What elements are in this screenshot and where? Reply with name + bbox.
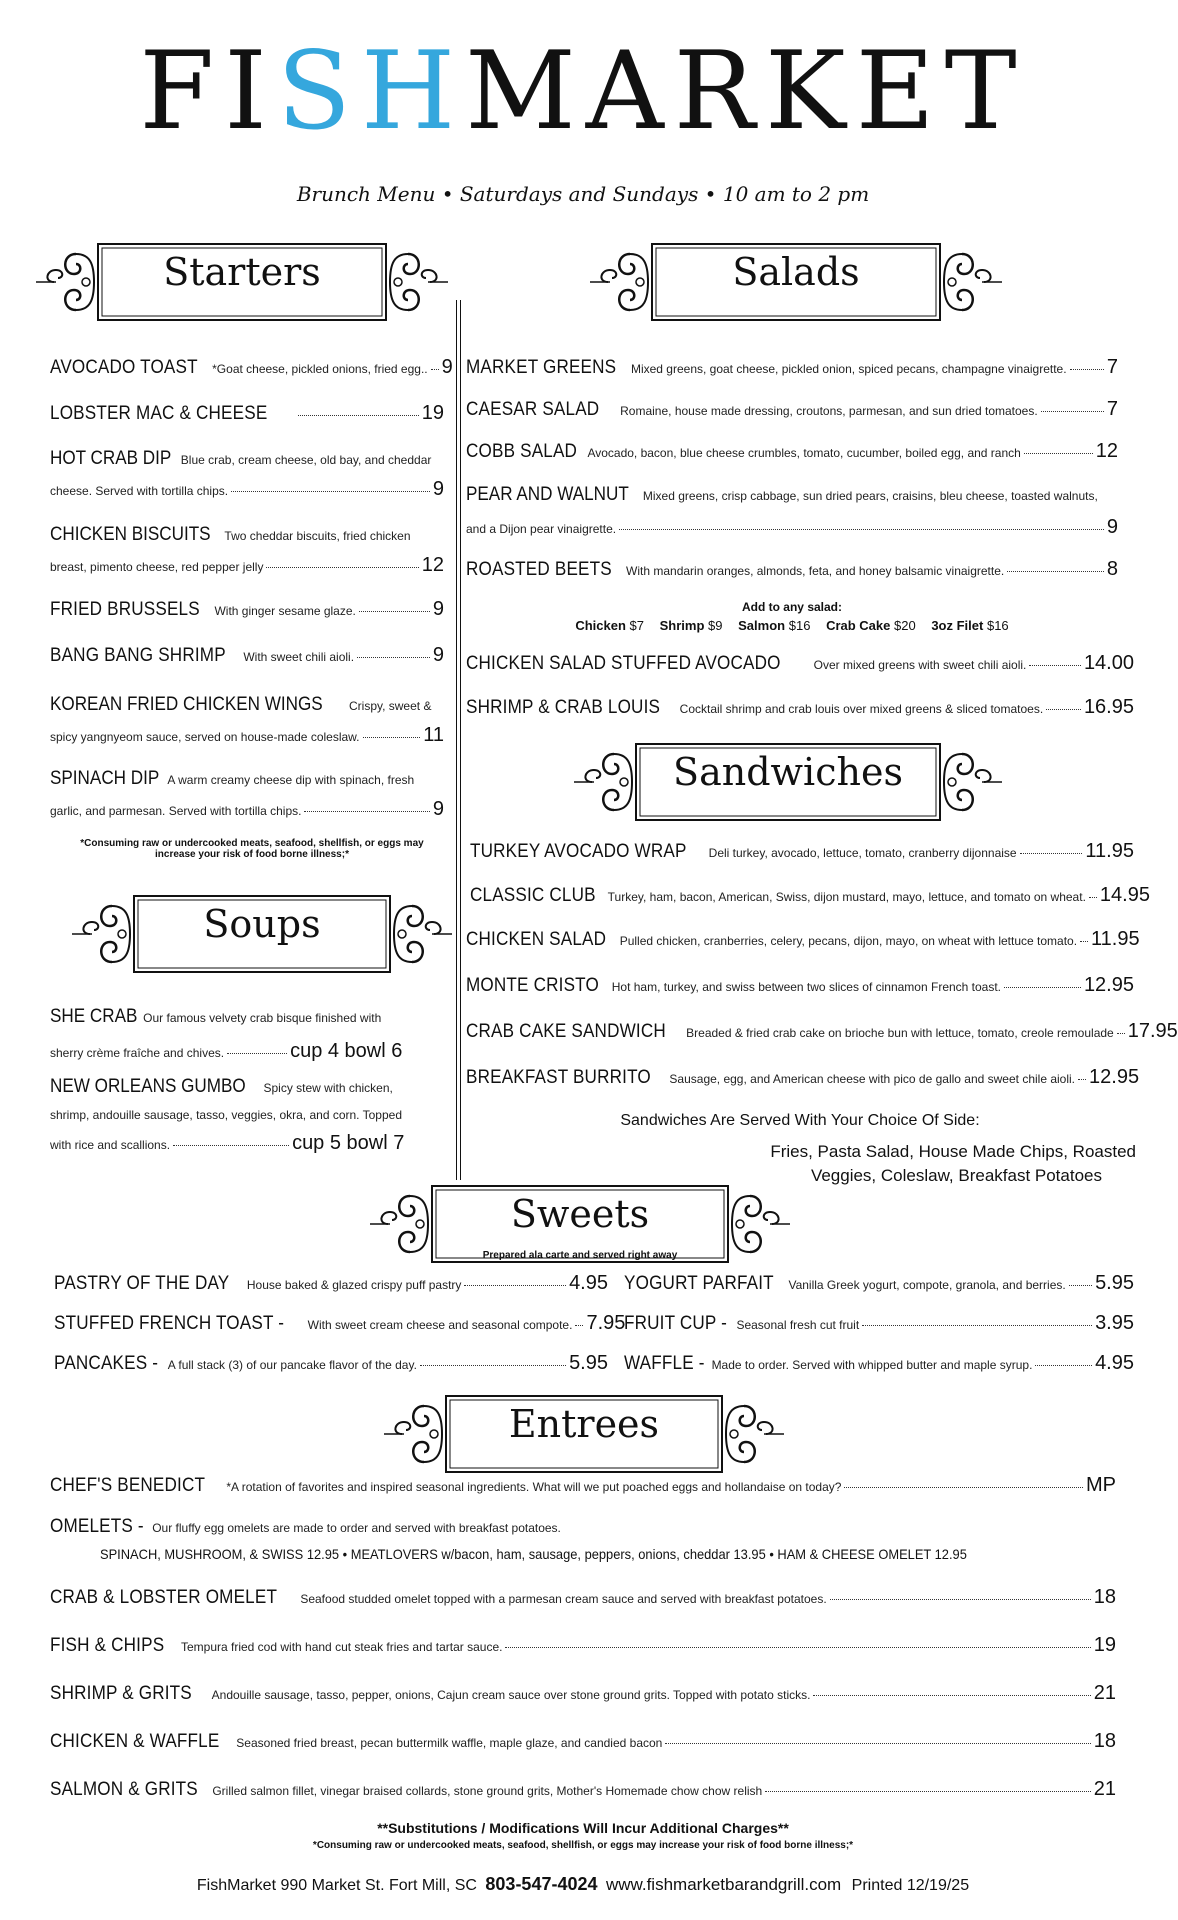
menu-item: [50, 644, 444, 667]
menu-item: [50, 448, 444, 501]
item-desc: Blue crab, cream cheese, old bay, and cheddar: [180, 453, 432, 467]
item-name: NEW ORLEANS GUMBO: [50, 1076, 246, 1097]
item-desc: Spicy stew with chicken,: [263, 1081, 393, 1095]
item-name: PANCAKES -: [54, 1353, 159, 1374]
item-desc-cont: and a Dijon pear vinaigrette.: [466, 522, 617, 536]
sandwich-sides-title: Sandwiches Are Served With Your Choice Of Side:: [620, 1112, 980, 1129]
item-price: 5.95: [1095, 1272, 1134, 1294]
item-desc: *A rotation of favorites and inspired seasonal ingredients. What will we put poached eggs and hollandaise on today?: [226, 1480, 842, 1494]
sandwiches-heading: Sandwiches: [673, 750, 903, 794]
item-price: 9: [432, 644, 444, 666]
item-price: 19: [1093, 1634, 1116, 1656]
item-price: 7.95: [586, 1312, 626, 1334]
menu-item: [50, 1778, 1116, 1801]
business-address: FishMarket 990 Market St. Fort Mill, SC: [196, 1877, 477, 1894]
item-price: 9: [432, 478, 444, 500]
menu-item: [50, 1586, 1116, 1609]
logo-sh: SH: [276, 29, 466, 154]
item-name: BREAKFAST BURRITO: [466, 1067, 651, 1088]
item-price: 11.95: [1091, 928, 1140, 950]
item-desc: With sweet chili aioli.: [243, 650, 355, 664]
item-desc: Our fluffy egg omelets are made to order and served with breakfast potatoes.: [152, 1521, 561, 1535]
item-name: STUFFED FRENCH TOAST -: [54, 1313, 285, 1334]
item-desc: Romaine, house made dressing, croutons, parmesan, and sun dried tomatoes.: [620, 404, 1038, 418]
item-price: 18: [1093, 1730, 1116, 1752]
item-desc: A full stack (3) of our pancake flavor of the day.: [167, 1358, 417, 1372]
item-price: 19: [421, 402, 444, 424]
item-desc: With sweet cream cheese and seasonal compote.: [307, 1318, 573, 1332]
item-price: 5.95: [569, 1352, 608, 1374]
addon-name: Crab Cake: [826, 618, 891, 633]
sandwich-sides-line1: Fries, Pasta Salad, House Made Chips, Roasted: [770, 1142, 1136, 1161]
item-price: 9: [432, 798, 444, 820]
item-name: CHICKEN SALAD STUFFED AVOCADO: [466, 653, 781, 674]
item-desc: Mixed greens, crisp cabbage, sun dried pears, craisins, bleu cheese, toasted walnuts,: [642, 489, 1098, 503]
item-desc-cont: sherry crème fraîche and chives.: [50, 1046, 225, 1060]
logo-fi: FI: [139, 29, 277, 154]
menu-item: [624, 1312, 1134, 1335]
item-desc: House baked & glazed crispy puff pastry: [246, 1278, 462, 1292]
menu-item: [54, 1352, 608, 1375]
item-price: 12.95: [1089, 1066, 1140, 1088]
salads-banner: [590, 234, 1002, 330]
menu-item: [50, 1682, 1116, 1705]
item-price: 21: [1093, 1682, 1116, 1704]
salads-heading: Salads: [732, 250, 860, 294]
item-name: WAFFLE -: [624, 1353, 705, 1374]
item-price: 14.00: [1083, 652, 1134, 674]
item-name: CLASSIC CLUB: [470, 885, 596, 906]
menu-item: [50, 1474, 1116, 1497]
menu-item: [50, 1730, 1116, 1753]
item-name: PEAR AND WALNUT: [466, 484, 629, 505]
item-desc: A warm creamy cheese dip with spinach, fresh: [167, 773, 415, 787]
tagline: Brunch Menu • Saturdays and Sundays • 10 am to 2 pm: [296, 182, 870, 206]
sandwiches-banner: [574, 734, 1002, 830]
item-name: ROASTED BEETS: [466, 559, 612, 580]
menu-item: [50, 1516, 1116, 1538]
item-price: 9: [432, 598, 444, 620]
menu-item: [50, 356, 453, 379]
menu-item: [470, 840, 1134, 863]
item-desc: Hot ham, turkey, and swiss between two slices of cinnamon French toast.: [611, 980, 1002, 994]
item-desc-cont: with rice and scallions.: [50, 1138, 171, 1152]
menu-item: [54, 1312, 626, 1335]
item-price: 18: [1093, 1586, 1116, 1608]
item-name: MONTE CRISTO: [466, 975, 599, 996]
item-desc: Made to order. Served with whipped butter and maple syrup.: [711, 1358, 1033, 1372]
item-name: SHE CRAB: [50, 1006, 138, 1027]
entrees-heading: Entrees: [508, 1402, 660, 1446]
item-desc: Seafood studded omelet topped with a parmesan cream sauce and served with breakfast potatoes.: [300, 1592, 827, 1606]
addon-name: Salmon: [738, 618, 786, 633]
item-price: 4.95: [569, 1272, 608, 1294]
item-name: CRAB & LOBSTER OMELET: [50, 1587, 278, 1608]
salad-addons-list: [466, 618, 1118, 633]
item-desc: Breaded & fried crab cake on brioche bun with lettuce, tomato, creole remoulade: [686, 1026, 1114, 1040]
website-link: www.fishmarketbarandgrill.com: [605, 1875, 842, 1894]
menu-item: [466, 440, 1118, 463]
soups-banner: [72, 886, 452, 982]
item-price: cup 4 bowl 6: [290, 1040, 403, 1062]
menu-item: [50, 524, 444, 577]
item-name: SHRIMP & GRITS: [50, 1683, 192, 1704]
item-name: PASTRY OF THE DAY: [54, 1273, 230, 1294]
item-desc: Seasoned fried breast, pecan buttermilk waffle, maple glaze, and candied bacon: [236, 1736, 663, 1750]
addon-price: $16: [788, 618, 811, 633]
item-price: 14.95: [1099, 884, 1150, 906]
item-price: 3.95: [1095, 1312, 1134, 1334]
item-price: 9: [441, 356, 453, 378]
item-desc-cont: breast, pimento cheese, red pepper jelly: [50, 560, 264, 574]
menu-item: [624, 1352, 1134, 1375]
phone-number: 803-547-4024: [485, 1874, 598, 1894]
item-price: 9: [1106, 516, 1118, 538]
menu-item: [466, 652, 1134, 675]
item-price: 12.95: [1083, 974, 1134, 996]
item-desc: Avocado, bacon, blue cheese crumbles, tomato, cucumber, boiled egg, and ranch: [587, 446, 1021, 460]
item-price: 4.95: [1095, 1352, 1134, 1374]
item-price: 11.95: [1085, 840, 1134, 862]
menu-item: [466, 974, 1134, 997]
item-price: 8: [1106, 558, 1118, 580]
menu-item: [50, 768, 444, 821]
fishmarket-logo: [0, 29, 1166, 154]
omelet-options: SPINACH, MUSHROOM, & SWISS 12.95 • MEATLOVERS w/bacon, ham, sausage, peppers, onions, cheddar 13.95 • HAM & CHEESE OMELET 12.95: [100, 1546, 967, 1562]
item-desc: Pulled chicken, cranberries, celery, pecans, dijon, mayo, on wheat with lettuce tomato.: [619, 934, 1078, 948]
addon-name: Shrimp: [659, 618, 705, 633]
item-name: HOT CRAB DIP: [50, 448, 172, 469]
item-name: FISH & CHIPS: [50, 1635, 165, 1656]
soups-heading: Soups: [203, 902, 321, 946]
entrees-banner: [384, 1386, 784, 1482]
item-name: FRUIT CUP -: [624, 1313, 728, 1334]
item-name: BANG BANG SHRIMP: [50, 645, 226, 666]
item-desc: Vanilla Greek yogurt, compote, granola, and berries.: [788, 1278, 1066, 1292]
item-desc: With ginger sesame glaze.: [214, 604, 356, 618]
item-desc: Crispy, sweet &: [348, 699, 432, 713]
item-name: CHICKEN SALAD: [466, 929, 607, 950]
item-name: SALMON & GRITS: [50, 1779, 198, 1800]
sweets-heading: Sweets: [510, 1192, 650, 1236]
substitutions-note: **Substitutions / Modifications Will Incur Additional Charges**: [377, 1820, 789, 1836]
item-name: SHRIMP & CRAB LOUIS: [466, 697, 661, 718]
item-desc: With mandarin oranges, almonds, feta, and honey balsamic vinaigrette.: [626, 564, 1005, 578]
salad-addons-title: Add to any salad:: [741, 600, 842, 614]
item-desc: Andouille sausage, tasso, pepper, onions, Cajun cream sauce over stone ground grits. Topped with potato sticks.: [211, 1688, 811, 1702]
item-price: 7: [1106, 356, 1118, 378]
sweets-subheading: Prepared ala carte and served right away: [482, 1250, 678, 1261]
menu-item: [50, 1076, 444, 1155]
item-desc-cont: shrimp, andouille sausage, tasso, veggies, okra, and corn. Topped: [50, 1108, 402, 1122]
item-name: LOBSTER MAC & CHEESE: [50, 403, 268, 424]
printed-date: Printed 12/19/25: [851, 1877, 970, 1894]
item-price: cup 5 bowl 7: [292, 1132, 405, 1154]
item-name: FRIED BRUSSELS: [50, 599, 200, 620]
item-desc: Turkey, ham, bacon, American, Swiss, dijon mustard, mayo, lettuce, and tomato on wheat.: [607, 890, 1086, 904]
addon-price: $9: [708, 618, 723, 633]
menu-item: [50, 1634, 1116, 1657]
menu-item: [54, 1272, 608, 1295]
column-divider: [456, 300, 457, 1180]
sweets-banner: [370, 1176, 790, 1272]
item-price: MP: [1086, 1474, 1116, 1496]
item-name: TURKEY AVOCADO WRAP: [470, 841, 687, 862]
item-desc-cont: cheese. Served with tortilla chips.: [50, 484, 229, 498]
item-desc-cont: garlic, and parmesan. Served with tortilla chips.: [50, 804, 302, 818]
raw-food-warning: *Consuming raw or undercooked meats, seafood, shellfish, or eggs may increase your risk of food borne illness;*: [80, 838, 424, 860]
item-name: CHEF'S BENEDICT: [50, 1475, 206, 1496]
item-desc: Cocktail shrimp and crab louis over mixed greens & sliced tomatoes.: [679, 702, 1044, 716]
item-desc: Over mixed greens with sweet chili aioli.: [813, 658, 1027, 672]
item-name: SPINACH DIP: [50, 768, 160, 789]
menu-item: [466, 928, 1140, 951]
item-desc: Grilled salmon fillet, vinegar braised collards, stone ground grits, Mother's Homemade chow chow relish: [212, 1784, 763, 1798]
menu-item: [466, 1066, 1140, 1089]
sandwich-sides-line2: Veggies, Coleslaw, Breakfast Potatoes: [810, 1166, 1102, 1185]
menu-item: [466, 696, 1134, 719]
item-desc-cont: spicy yangnyeom sauce, served on house-made coleslaw.: [50, 730, 360, 744]
item-price: 12: [421, 554, 444, 576]
item-desc: Deli turkey, avocado, lettuce, tomato, cranberry dijonnaise: [708, 846, 1017, 860]
menu-item: [466, 558, 1118, 581]
menu-item: [624, 1272, 1134, 1295]
addon-price: $20: [894, 618, 916, 633]
menu-item: [50, 402, 444, 425]
starters-heading: Starters: [163, 250, 321, 294]
item-desc: Sausage, egg, and American cheese with pico de gallo and sweet chile aioli.: [669, 1072, 1076, 1086]
menu-item: [466, 398, 1118, 421]
menu-item: [470, 884, 1150, 907]
logo-market: MARKET: [465, 29, 1027, 154]
addon-name: 3oz Filet: [931, 618, 984, 633]
item-desc: Tempura fried cod with hand cut steak fries and tartar sauce.: [180, 1640, 503, 1654]
footer-warning: *Consuming raw or undercooked meats, seafood, shellfish, or eggs may increase your risk of food borne illness;*: [312, 1840, 854, 1851]
item-name: KOREAN FRIED CHICKEN WINGS: [50, 694, 323, 715]
item-name: COBB SALAD: [466, 441, 578, 462]
item-desc: *Goat cheese, pickled onions, fried egg..: [212, 362, 428, 376]
menu-item: [466, 1020, 1178, 1043]
item-name: MARKET GREENS: [466, 357, 617, 378]
item-name: CHICKEN & WAFFLE: [50, 1731, 220, 1752]
item-price: 12: [1095, 440, 1118, 462]
footer-contact: [0, 1874, 1166, 1895]
item-price: 16.95: [1083, 696, 1134, 718]
menu-item: [466, 356, 1118, 379]
addon-price: $16: [986, 618, 1009, 633]
item-desc: Seasonal fresh cut fruit: [736, 1318, 860, 1332]
item-name: YOGURT PARFAIT: [624, 1273, 774, 1294]
starters-banner: [36, 234, 448, 330]
addon-name: Chicken: [575, 618, 626, 633]
item-price: 21: [1093, 1778, 1116, 1800]
column-divider-2: [460, 300, 461, 1180]
item-name: OMELETS -: [50, 1516, 144, 1537]
menu-item: [50, 598, 444, 621]
addon-price: $7: [629, 618, 644, 633]
item-price: 7: [1106, 398, 1118, 420]
item-name: AVOCADO TOAST: [50, 357, 198, 378]
menu-item: [50, 694, 444, 747]
item-name: CHICKEN BISCUITS: [50, 524, 211, 545]
menu-item: [466, 484, 1118, 539]
item-name: CRAB CAKE SANDWICH: [466, 1021, 666, 1042]
item-desc: Two cheddar biscuits, fried chicken: [224, 529, 411, 543]
item-price: 11: [423, 724, 444, 746]
item-desc: Mixed greens, goat cheese, pickled onion, spiced pecans, champagne vinaigrette.: [630, 362, 1067, 376]
menu-item: [50, 1006, 444, 1063]
item-name: CAESAR SALAD: [466, 399, 600, 420]
item-price: 17.95: [1127, 1020, 1178, 1042]
item-desc: Our famous velvety crab bisque finished with: [143, 1011, 382, 1025]
